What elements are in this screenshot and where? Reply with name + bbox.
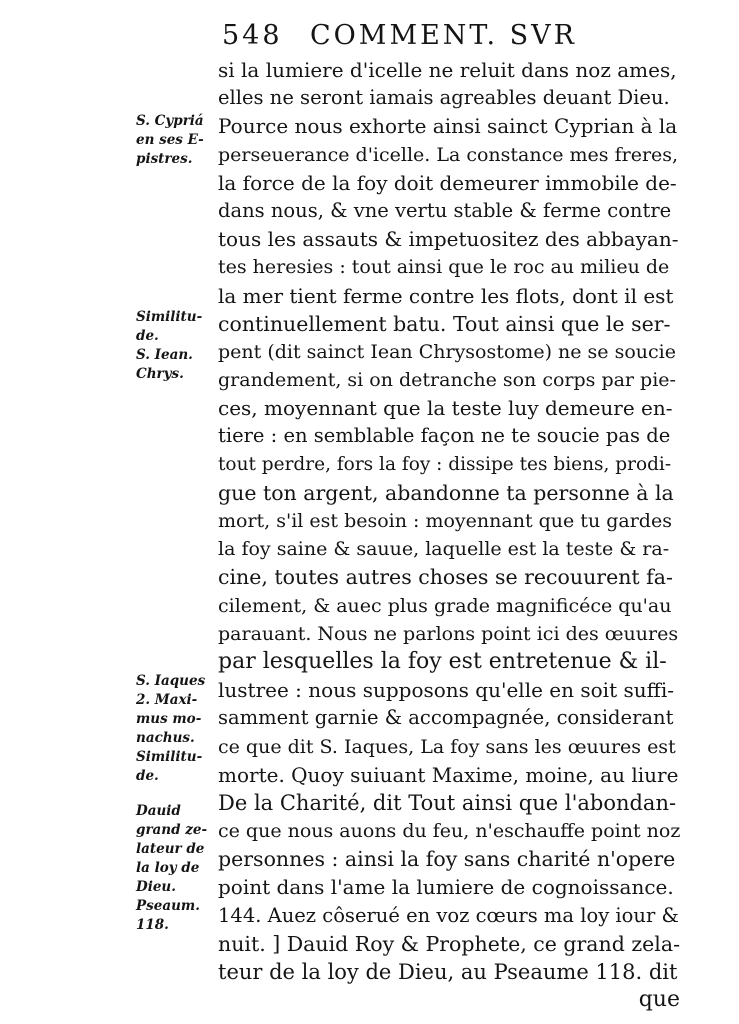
margin-note-line: nachus. <box>136 730 195 746</box>
text-line: pent (dit sainct Iean Chrysostome) ne se soucie <box>218 340 676 363</box>
text-line: par lesquelles la foy est entretenue & il- <box>218 648 667 674</box>
margin-note-line: S. Cypriá <box>136 113 204 129</box>
margin-note-line: la loy de <box>136 860 200 876</box>
text-line: cine, toutes autres choses se recouurent fa- <box>218 565 673 590</box>
text-line: grandement, si on detranche son corps par pie- <box>218 369 676 392</box>
margin-note-line: grand ze- <box>136 822 208 838</box>
text-line: ces, moyennant que la teste luy demeure en- <box>218 396 673 421</box>
margin-note-line: Chrys. <box>136 366 184 382</box>
margin-note-line: 118. <box>136 917 169 933</box>
margin-note-line: S. Iaques <box>136 673 206 689</box>
text-line: mort, s'il est besoin : moyennant que tu gardes <box>218 510 672 532</box>
margin-note-cyprian <box>136 112 214 169</box>
margin-note-line: Dieu. <box>136 879 176 895</box>
body-text <box>218 56 680 1014</box>
margin-note-line: Similitu- <box>136 309 203 325</box>
margin-note-similitude-chrysostome <box>136 308 214 384</box>
text-line: samment garnie & accompagnée, considerant <box>218 706 674 730</box>
text-line: tout perdre, fors la foy : dissipe tes biens, prodi- <box>218 453 672 475</box>
page-number: 548 <box>222 20 283 51</box>
text-line: la mer tient ferme contre les flots, dont il est <box>218 283 674 308</box>
text-line: la foy saine & sauue, laquelle est la teste & ra- <box>218 538 670 561</box>
margin-note-line: mus mo- <box>136 711 202 727</box>
margin-note-line: lateur de <box>136 841 205 857</box>
text-line: si la lumiere d'icelle ne reluit dans noz ames, <box>218 58 677 82</box>
text-line: ce que nous auons du feu, n'eschauffe point noz <box>218 820 680 843</box>
text-line: Pource nous exhorte ainsi sainct Cyprian à la <box>218 114 678 139</box>
text-line: dans nous, & vne vertu stable & ferme contre <box>218 198 672 222</box>
margin-note-iaques-maxime <box>136 672 214 786</box>
margin-note-line: de. <box>136 768 159 784</box>
text-line: tes heresies : tout ainsi que le roc au milieu de <box>218 256 670 279</box>
catchword: que <box>638 987 680 1013</box>
text-line: parauant. Nous ne parlons point ici des œuures <box>218 622 679 645</box>
margin-note-line: pistres. <box>136 151 193 167</box>
text-line: teur de la loy de Dieu, au Pseaume 118. dit <box>218 960 678 984</box>
margin-note-line: S. Iean. <box>136 347 193 363</box>
text-line: tous les assauts & impetuositez des abbayan- <box>218 227 679 252</box>
margin-note-line: Pseaum. <box>136 898 200 914</box>
margin-note-line: de. <box>136 328 159 344</box>
running-title: COMMENT. SVR <box>310 20 577 51</box>
text-line: 144. Auez côserué en voz cœurs ma loy iour & <box>218 903 679 927</box>
margin-note-line: en ses E- <box>136 132 204 148</box>
running-header <box>222 20 682 56</box>
margin-note-line: Similitu- <box>136 749 203 765</box>
text-line: tiere : en semblable façon ne te soucie pas de <box>218 424 671 448</box>
text-line: continuellement batu. Tout ainsi que le ser- <box>218 311 671 336</box>
text-line: lustree : nous supposons qu'elle en soit suffi- <box>218 678 674 703</box>
text-line: cilement, & auec plus grade magnificéce qu'au <box>218 594 672 617</box>
text-line: ce que dit S. Iaques, La foy sans les œuures est <box>218 735 676 758</box>
margin-note-line: Dauid <box>136 803 181 819</box>
text-line: morte. Quoy suiuant Maxime, moine, au liure <box>218 762 679 787</box>
text-line: elles ne seront iamais agreables deuant Dieu. <box>218 86 670 110</box>
text-line: De la Charité, dit Tout ainsi que l'abondan- <box>218 790 677 815</box>
text-line: nuit. ] Dauid Roy & Prophete, ce grand zela- <box>218 931 680 956</box>
margin-note-line: 2. Maxi- <box>136 692 198 708</box>
text-line: perseuerance d'icelle. La constance mes freres, <box>218 143 679 166</box>
margin-note-dauid <box>136 802 214 935</box>
text-line: point dans l'ame la lumiere de cognoissance. <box>218 875 674 900</box>
text-line: gue ton argent, abandonne ta personne à la <box>218 480 674 505</box>
text-line: la force de la foy doit demeurer immobile de- <box>218 170 677 195</box>
text-line: personnes : ainsi la foy sans charité n'opere <box>218 847 676 872</box>
